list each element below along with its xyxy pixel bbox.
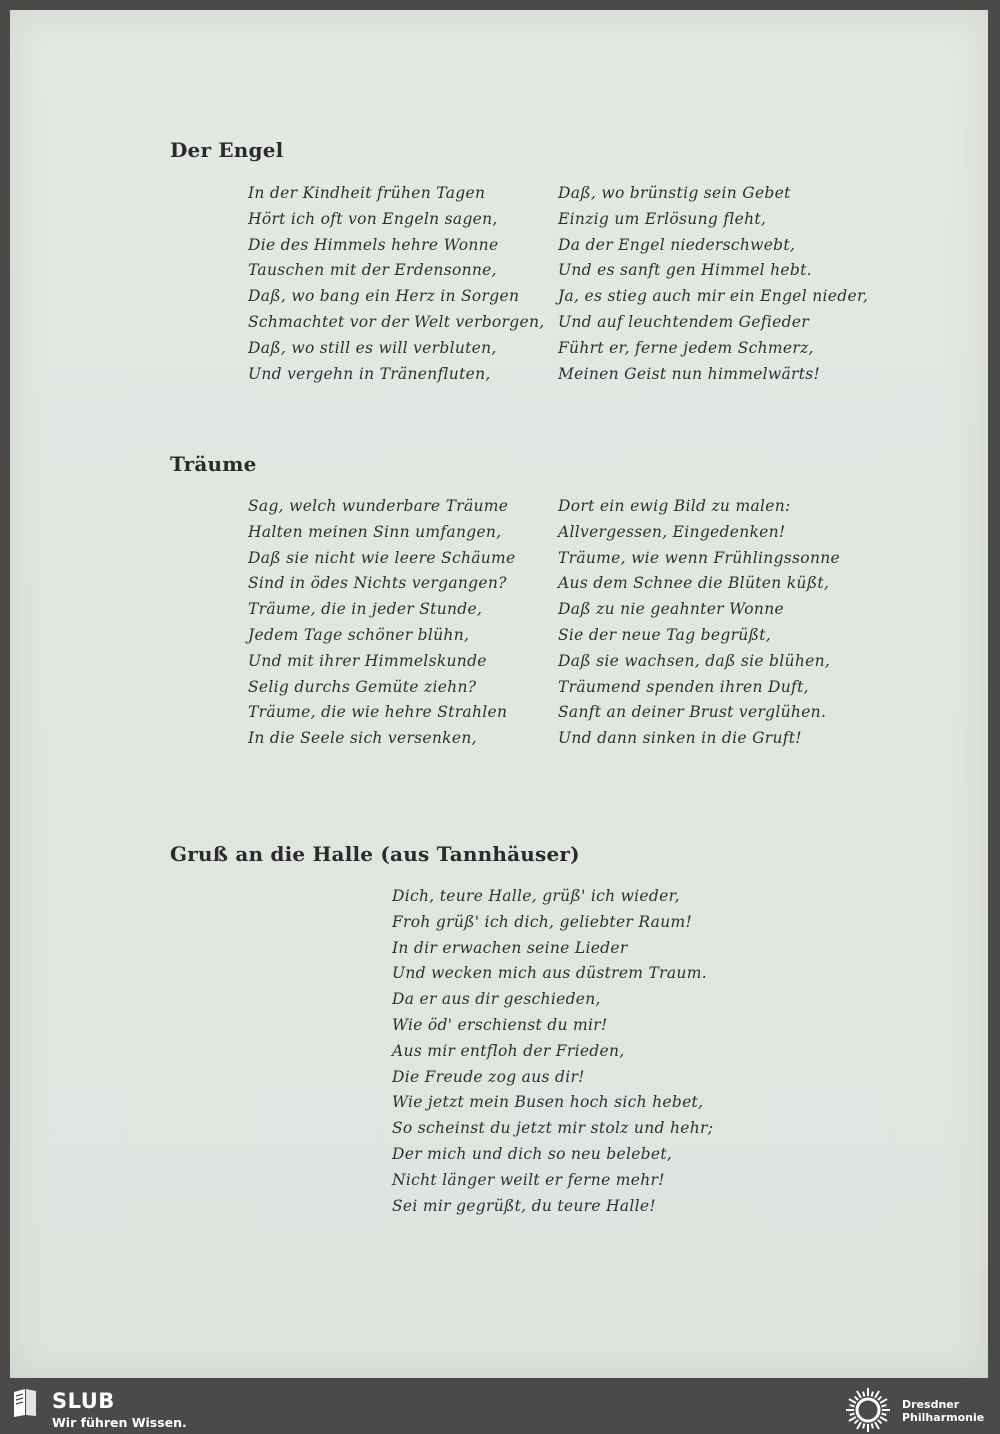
verse-line: In dir erwachen seine Lieder: [392, 938, 628, 957]
verse-line: Dich, teure Halle, grüß' ich wieder,: [392, 887, 680, 905]
verse-line: Da er aus dir geschieden,: [392, 990, 601, 1009]
verse-line: Sei mir gegrüßt, du teure Halle!: [392, 1196, 656, 1215]
verse-line: Einzig um Erlösung fleht,: [558, 209, 767, 228]
verse-line: Jedem Tage schöner blühn,: [248, 626, 470, 644]
verse-line: Aus dem Schnee die Blüten küßt,: [558, 574, 830, 593]
verse-line: Hört ich oft von Engeln sagen,: [248, 209, 498, 228]
verse-line: Führt er, ferne jedem Schmerz,: [558, 338, 814, 357]
verse-line: Sag, welch wunderbare Träume: [248, 497, 509, 515]
verse-line: Tauschen mit der Erdensonne,: [248, 261, 497, 280]
poem-title: Der Engel: [170, 138, 284, 162]
verse-line: Und dann sinken in die Gruft!: [558, 729, 802, 748]
verse-line: Halten meinen Sinn umfangen,: [248, 522, 502, 541]
verse-line: Daß, wo bang ein Herz in Sorgen: [248, 287, 520, 306]
verse-line: Und wecken mich aus düstrem Traum.: [392, 964, 707, 983]
philharmonie-brand-line1: Dresdner: [902, 1398, 960, 1411]
verse-line: So scheinst du jetzt mir stolz und hehr;: [392, 1119, 714, 1138]
poem-title: Träume: [170, 452, 257, 476]
verse-line: Dort ein ewig Bild zu malen:: [558, 497, 791, 515]
verse-line: In die Seele sich versenken,: [248, 729, 477, 748]
verse-line: Aus mir entfloh der Frieden,: [392, 1041, 625, 1060]
verse-line: Froh grüß' ich dich, geliebter Raum!: [392, 912, 693, 931]
verse-line: Träume, die in jeder Stunde,: [248, 600, 483, 619]
verse-line: Und mit ihrer Himmelskunde: [248, 651, 487, 670]
verse-line: Die Freude zog aus dir!: [392, 1067, 585, 1086]
verse-line: Daß sie wachsen, daß sie blühen,: [558, 651, 831, 670]
verse-line: Da der Engel niederschwebt,: [558, 235, 796, 254]
verse-line: Ja, es stieg auch mir ein Engel nieder,: [558, 287, 869, 306]
verse-line: Meinen Geist nun himmelwärts!: [558, 364, 821, 383]
philharmonie-sun-icon: [842, 1386, 894, 1434]
verse-line: Sie der neue Tag begrüßt,: [558, 626, 771, 644]
verse-line: Und vergehn in Tränenfluten,: [248, 364, 491, 383]
verse-line: Allvergessen, Eingedenken!: [558, 522, 786, 541]
verse-line: Träume, wie wenn Frühlingssonne: [558, 548, 840, 567]
verse-line: Schmachtet vor der Welt verborgen,: [248, 313, 545, 331]
poem-title: Gruß an die Halle (aus Tannhäuser): [170, 842, 580, 866]
verse-line: Sanft an deiner Brust verglühen.: [558, 703, 827, 722]
verse-line: Daß sie nicht wie leere Schäume: [248, 548, 516, 567]
footer-bar: [0, 1385, 1000, 1434]
verse-line: Der mich und dich so neu belebet,: [392, 1145, 673, 1163]
verse-line: In der Kindheit frühen Tagen: [248, 184, 486, 202]
verse-line: Träume, die wie hehre Strahlen: [248, 703, 508, 722]
verse-line: Und auf leuchtendem Gefieder: [558, 313, 809, 331]
philharmonie-brand-line2: Philharmonie: [902, 1411, 985, 1424]
verse-line: Daß, wo brünstig sein Gebet: [558, 184, 791, 202]
verse-line: Selig durchs Gemüte ziehn?: [248, 677, 477, 696]
slub-brand: SLUB: [52, 1389, 115, 1413]
verse-line: Sind in ödes Nichts vergangen?: [248, 574, 507, 593]
verse-line: Die des Himmels hehre Wonne: [248, 235, 499, 254]
verse-line: Wie öd' erschienst du mir!: [392, 1016, 608, 1034]
slub-book-icon: [12, 1388, 38, 1418]
slub-tagline: Wir führen Wissen.: [52, 1415, 187, 1430]
verse-line: Wie jetzt mein Busen hoch sich hebet,: [392, 1093, 704, 1112]
verse-line: Nicht länger weilt er ferne mehr!: [392, 1170, 665, 1189]
verse-line: Träumend spenden ihren Duft,: [558, 677, 809, 696]
verse-line: Daß, wo still es will verbluten,: [248, 338, 497, 357]
verse-line: Und es sanft gen Himmel hebt.: [558, 261, 812, 280]
verse-line: Daß zu nie geahnter Wonne: [558, 600, 784, 619]
